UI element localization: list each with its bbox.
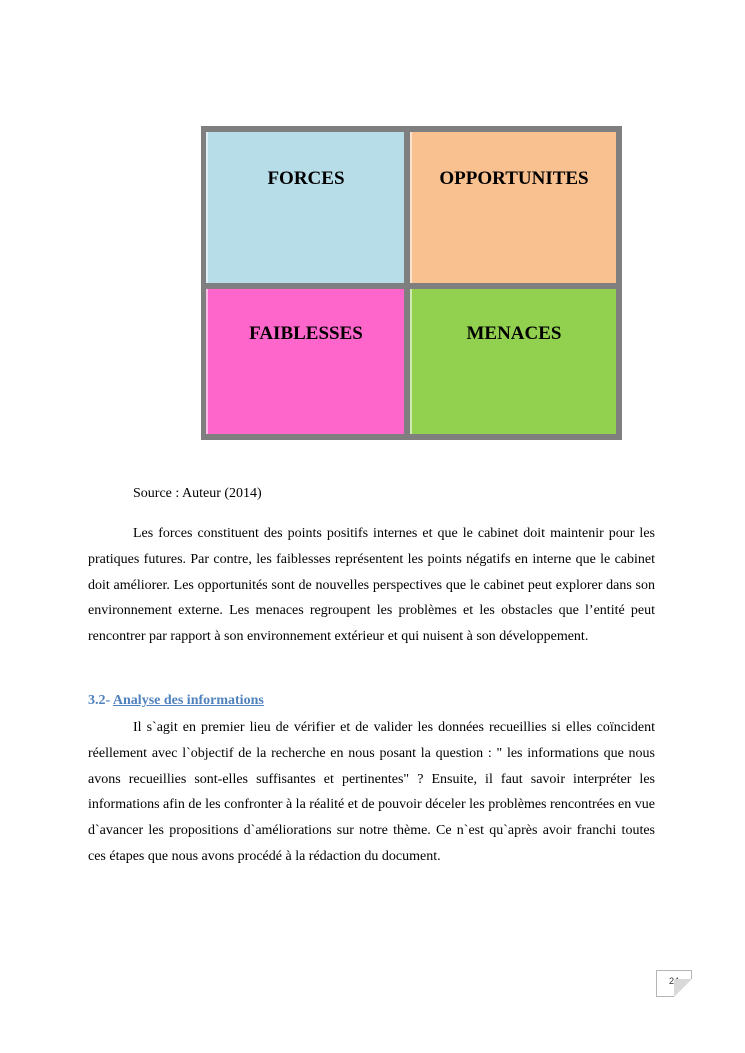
swot-forces-cell	[206, 132, 404, 283]
paragraph-swot-explanation: Les forces constituent des points positifs internes et que le cabinet doit maintenir pour les pratiques futures. Par contre, les faiblesses représentent les points négatifs en interne que le cabinet doit améliorer. Les opportunités sont de nouvelles perspectives que le cabinet peut explorer dans son environnement externe. Les menaces regroupent les problèmes et les obstacles que l’entité peut rencontrer par rapport à son environnement extérieur et qui nuisent à son développement.	[88, 526, 655, 645]
swot-forces-label: FORCES	[267, 168, 345, 189]
swot-opportunites-label: OPPORTUNITES	[439, 168, 589, 189]
swot-menaces-cell	[410, 289, 616, 434]
swot-faiblesses-cell	[206, 289, 404, 434]
page-curl-icon	[674, 979, 692, 997]
section-number: 3.2-	[88, 693, 111, 708]
paragraph-analysis: Il s`agit en premier lieu de vérifier et de valider les données recueillies si elles coïncident réellement avec l`objectif de la recherche en nous posant la question : " les informations que nous avons recueillies sont-elles suffisantes et pertinentes" ? Ensuite, il faut savoir interpréter les informations afin de les confronter à la réalité et de pouvoir déceler les problèmes rencontrées en vue d`avancer les propositions d`améliorations sur notre thème. Ce n`est qu`après avoir franchi toutes ces étapes que nous avons procédé à la rédaction du document.	[88, 720, 655, 864]
page-number: 24	[668, 976, 679, 986]
page-number-box	[656, 970, 692, 997]
swot-menaces-label: MENACES	[466, 323, 562, 344]
section-title: Analyse des informations	[112, 693, 264, 708]
figure-source: Source : Auteur (2014)	[133, 486, 262, 501]
swot-faiblesses-label: FAIBLESSES	[249, 323, 363, 344]
swot-opportunites-cell	[410, 132, 616, 283]
swot-matrix	[201, 126, 622, 440]
section-heading	[88, 690, 264, 712]
